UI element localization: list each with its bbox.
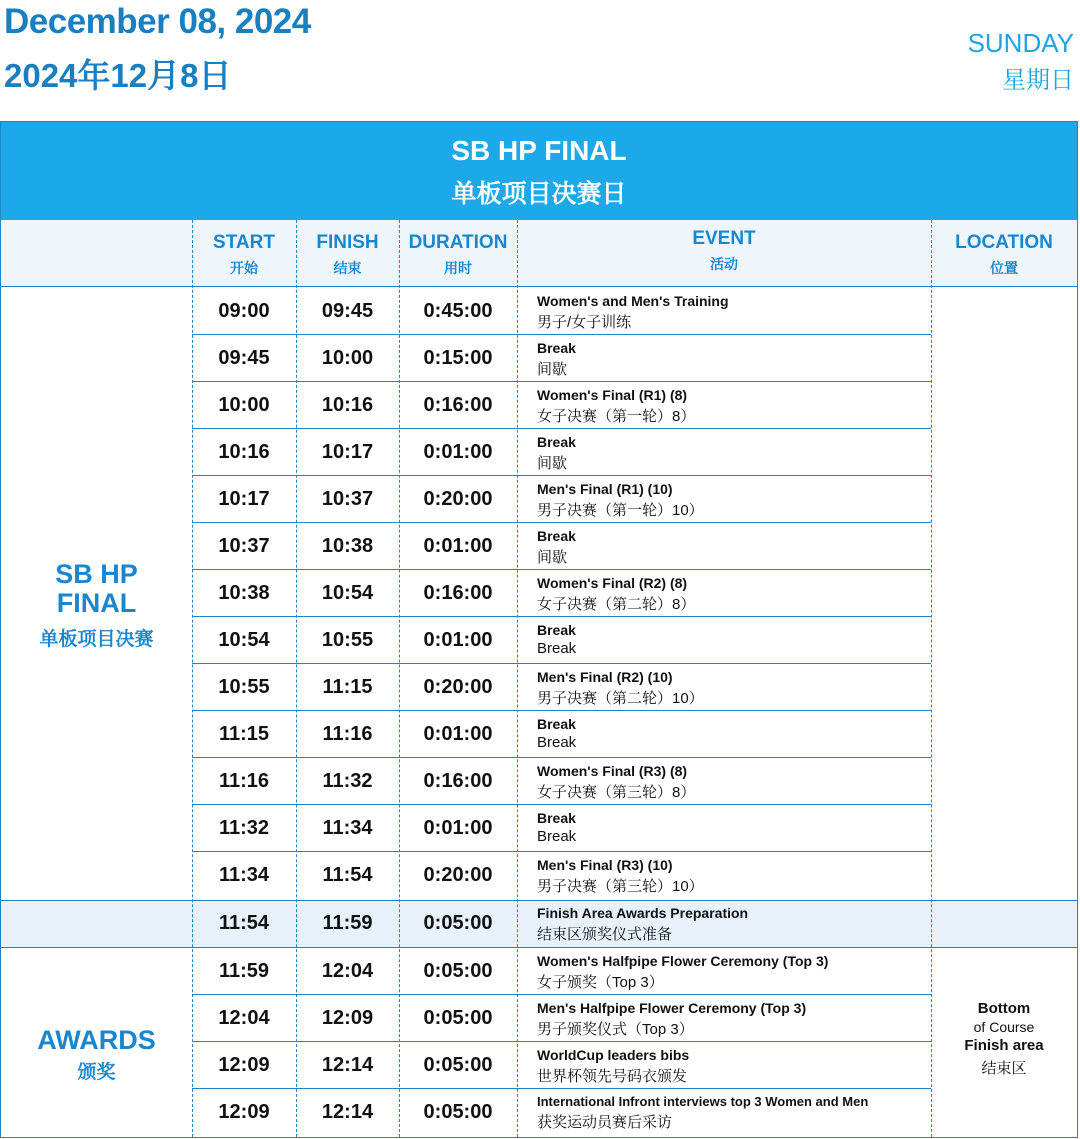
column-header-event-en: EVENT xyxy=(692,228,756,249)
row-event-en: Women's Final (R2) (8) xyxy=(537,575,688,591)
row-start: 10:38 xyxy=(218,582,270,604)
row-start: 10:54 xyxy=(218,629,270,651)
row-finish: 12:04 xyxy=(321,960,374,982)
row-start: 11:54 xyxy=(218,912,270,934)
table-row xyxy=(192,617,931,664)
row-event-en: Break xyxy=(537,622,576,638)
row-duration: 0:01:00 xyxy=(423,629,493,651)
row-duration: 0:01:00 xyxy=(423,723,493,745)
section-label-final xyxy=(1,560,192,651)
row-finish: 11:16 xyxy=(322,723,373,745)
section-label-awards-zh: 颁奖 xyxy=(77,1062,116,1083)
row-finish: 11:54 xyxy=(322,864,373,886)
table-row xyxy=(192,523,931,570)
table-row xyxy=(192,429,931,476)
row-event xyxy=(537,293,929,332)
row-start: 11:16 xyxy=(218,770,270,792)
column-header-location-en: LOCATION xyxy=(955,232,1053,253)
section-label-awards xyxy=(1,1026,192,1084)
row-duration: 0:15:00 xyxy=(423,347,493,369)
column-header-start-en: START xyxy=(213,232,275,253)
location-line4: 结束区 xyxy=(981,1060,1027,1077)
row-duration: 0:05:00 xyxy=(423,1007,493,1029)
row-finish: 10:16 xyxy=(321,394,374,416)
column-header-row xyxy=(1,220,1077,287)
row-event xyxy=(537,434,929,473)
row-finish: 10:55 xyxy=(321,629,374,651)
row-duration: 0:01:00 xyxy=(423,441,493,463)
row-event xyxy=(537,387,929,426)
row-event xyxy=(537,1094,929,1132)
row-event-en: Break xyxy=(537,434,576,450)
row-event-en: Finish Area Awards Preparation xyxy=(537,905,749,921)
table-row xyxy=(192,852,931,899)
location-line3: Finish area xyxy=(964,1037,1044,1054)
row-event xyxy=(537,1000,929,1039)
column-header-duration-zh: 用时 xyxy=(444,260,472,276)
row-event xyxy=(537,340,929,379)
row-event-zh: Break xyxy=(537,828,577,845)
row-event-zh: 女子颁奖（Top 3） xyxy=(537,974,664,991)
table-row xyxy=(192,711,931,758)
row-finish: 10:37 xyxy=(321,488,374,510)
row-event-zh: 男子决赛（第三轮）10） xyxy=(537,878,704,895)
column-header-duration-en: DURATION xyxy=(408,232,508,253)
row-finish: 11:15 xyxy=(322,676,373,698)
date-chinese: 2024年12月8日 xyxy=(4,57,232,94)
row-event-en: WorldCup leaders bibs xyxy=(537,1047,690,1063)
row-event-zh: 获奖运动员赛后采访 xyxy=(537,1114,673,1131)
table-row xyxy=(192,805,931,852)
location-line1: Bottom xyxy=(977,1000,1031,1017)
column-header-finish-zh: 结束 xyxy=(333,260,362,276)
row-event-zh: 男子/女子训练 xyxy=(537,314,632,331)
row-event-en: Break xyxy=(537,716,576,732)
column-header-location-zh: 位置 xyxy=(990,260,1018,276)
row-event-en: Break xyxy=(537,810,576,826)
weekday-chinese: 星期日 xyxy=(1002,67,1074,94)
row-duration: 0:16:00 xyxy=(423,582,493,604)
row-event-en: Break xyxy=(537,340,576,356)
row-event xyxy=(537,857,929,896)
row-event-en: Men's Final (R1) (10) xyxy=(537,481,673,497)
row-event-zh: 间歇 xyxy=(537,549,568,566)
column-header-location xyxy=(931,220,1077,286)
table-row xyxy=(192,1042,931,1089)
section-label-final-zh: 单板项目决赛 xyxy=(39,629,154,650)
row-start: 10:16 xyxy=(218,441,270,463)
table-row xyxy=(192,288,931,335)
row-duration: 0:16:00 xyxy=(423,394,493,416)
row-event xyxy=(537,716,929,751)
row-finish: 12:14 xyxy=(321,1054,374,1076)
schedule-table xyxy=(0,121,1078,1138)
row-duration: 0:20:00 xyxy=(423,864,493,886)
row-start: 11:32 xyxy=(218,817,270,839)
row-duration: 0:01:00 xyxy=(423,817,493,839)
row-event xyxy=(537,575,929,614)
row-event-zh: 间歇 xyxy=(537,361,568,378)
row-event-en: Women's Halfpipe Flower Ceremony (Top 3) xyxy=(537,953,829,969)
row-event-en: Women's Final (R3) (8) xyxy=(537,763,688,779)
table-row xyxy=(192,758,931,805)
row-finish: 10:00 xyxy=(321,347,374,369)
row-start: 11:34 xyxy=(218,864,270,886)
section-label-final-line2: FINAL xyxy=(56,588,137,618)
column-header-finish xyxy=(296,220,399,286)
row-event-en: Women's Final (R1) (8) xyxy=(537,387,688,403)
row-finish: 11:34 xyxy=(322,817,373,839)
row-event xyxy=(537,669,929,708)
table-row xyxy=(192,476,931,523)
row-start: 12:09 xyxy=(218,1054,270,1076)
row-finish: 12:09 xyxy=(321,1007,374,1029)
row-duration: 0:05:00 xyxy=(423,1101,493,1123)
row-start: 12:04 xyxy=(218,1007,270,1029)
row-event-zh: 女子决赛（第三轮）8） xyxy=(537,784,696,801)
row-event xyxy=(537,810,929,845)
schedule-banner xyxy=(1,122,1077,220)
location-line2: of Course xyxy=(973,1019,1035,1035)
table-row xyxy=(192,995,931,1042)
row-event-en: Men's Final (R2) (10) xyxy=(537,669,673,685)
date-english: December 08, 2024 xyxy=(4,2,311,41)
row-start: 09:00 xyxy=(218,300,270,322)
banner-title-chinese: 单板项目决赛日 xyxy=(451,180,627,208)
row-start: 11:59 xyxy=(218,960,270,982)
row-event-en: Men's Final (R3) (10) xyxy=(537,857,673,873)
row-event-zh: 世界杯领先号码衣颁发 xyxy=(537,1068,688,1085)
row-event-zh: 男子决赛（第二轮）10） xyxy=(537,690,704,707)
row-start: 10:00 xyxy=(218,394,270,416)
row-duration: 0:16:00 xyxy=(423,770,493,792)
banner-title-english: SB HP FINAL xyxy=(451,135,627,166)
row-event-zh: Break xyxy=(537,640,577,657)
table-row xyxy=(192,900,931,947)
column-header-event-zh: 活动 xyxy=(710,256,738,272)
row-event-zh: 女子决赛（第一轮）8） xyxy=(537,408,696,425)
column-header-start-zh: 开始 xyxy=(230,260,258,276)
table-row xyxy=(192,570,931,617)
row-duration: 0:20:00 xyxy=(423,676,493,698)
row-event-zh: 男子颁奖仪式（Top 3） xyxy=(537,1021,694,1038)
row-finish: 10:54 xyxy=(321,582,374,604)
row-duration: 0:05:00 xyxy=(423,960,493,982)
row-event-zh: 结束区颁奖仪式准备 xyxy=(537,926,673,943)
column-header-finish-en: FINISH xyxy=(316,232,379,253)
row-event xyxy=(537,1047,929,1086)
row-event xyxy=(537,622,929,657)
row-start: 11:15 xyxy=(218,723,270,745)
section-label-awards-en: AWARDS xyxy=(37,1025,156,1055)
row-finish: 09:45 xyxy=(321,300,374,322)
row-start: 12:09 xyxy=(218,1101,270,1123)
row-finish: 11:32 xyxy=(322,770,373,792)
row-duration: 0:20:00 xyxy=(423,488,493,510)
column-header-duration xyxy=(399,220,517,286)
column-header-start xyxy=(192,220,296,286)
table-row xyxy=(192,1089,931,1136)
row-event-en: Women's and Men's Training xyxy=(537,293,729,309)
column-header-event xyxy=(517,220,931,286)
table-row xyxy=(192,335,931,382)
row-event-en: Break xyxy=(537,528,576,544)
row-event-zh: 女子决赛（第二轮）8） xyxy=(537,596,696,613)
row-duration: 0:05:00 xyxy=(423,1054,493,1076)
row-finish: 10:38 xyxy=(321,535,374,557)
row-start: 09:45 xyxy=(218,347,270,369)
row-event-zh: Break xyxy=(537,734,577,751)
row-start: 10:37 xyxy=(218,535,270,557)
row-event xyxy=(537,481,929,520)
row-event xyxy=(537,953,929,992)
row-duration: 0:05:00 xyxy=(423,912,493,934)
row-duration: 0:45:00 xyxy=(423,300,493,322)
row-event-zh: 男子决赛（第一轮）10） xyxy=(537,502,704,519)
row-event xyxy=(537,763,929,802)
row-start: 10:55 xyxy=(218,676,270,698)
row-finish: 12:14 xyxy=(321,1101,374,1123)
location-cell xyxy=(931,1000,1077,1078)
row-event-zh: 间歇 xyxy=(537,455,568,472)
table-row xyxy=(192,382,931,429)
row-finish: 11:59 xyxy=(322,912,373,934)
row-finish: 10:17 xyxy=(321,441,374,463)
row-event-en: International Infront interviews top 3 Women and Men xyxy=(537,1094,869,1109)
row-event-en: Men's Halfpipe Flower Ceremony (Top 3) xyxy=(537,1000,807,1016)
table-row xyxy=(192,664,931,711)
row-event xyxy=(537,905,929,944)
row-event xyxy=(537,528,929,567)
row-duration: 0:01:00 xyxy=(423,535,493,557)
row-start: 10:17 xyxy=(218,488,270,510)
weekday-english: SUNDAY xyxy=(967,28,1074,58)
section-label-final-line1: SB HP xyxy=(55,559,138,589)
table-row xyxy=(192,948,931,995)
